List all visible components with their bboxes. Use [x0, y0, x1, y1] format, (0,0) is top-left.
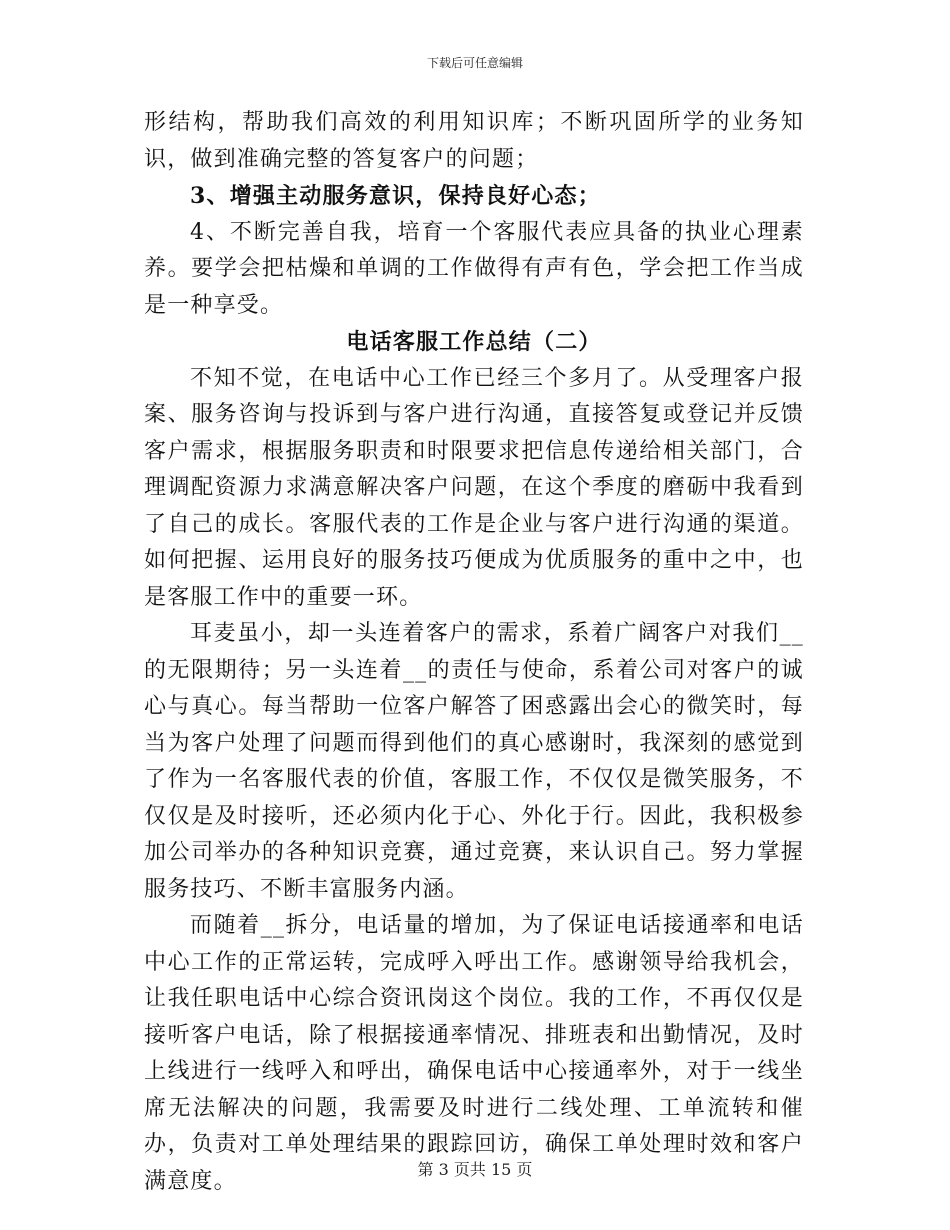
- list-item-3: 3、增强主动服务意识，保持良好心态；: [190, 183, 601, 209]
- paragraph-intro: 不知不觉，在电话中心工作已经三个多月了。从受理客户报案、服务咨询与投诉到与客户进行沟通，直接答复或登记并反馈客户需求，根据服务职责和时限要求把信息传递给相关部门，合理调配资源力求满意解决客户问题，在这个季度的磨砺中我看到了自己的成长。客服代表的工作是企业与客户进行沟通的渠道。如何把握、运用良好的服务技巧便成为优质服务的重中之中，也是客服工作中的重要一环。: [144, 365, 804, 610]
- document-body: [144, 105, 804, 1200]
- page-footer: 第 3 页共 15 页: [417, 1160, 533, 1179]
- paragraph-role: 而随着__拆分，电话量的增加，为了保证电话接通率和电话中心工作的正常运转，完成呼入呼出工作。感谢领导给我机会，让我任职电话中心综合资讯岗这个岗位。我的工作，不再仅仅是接听客户电话，除了根据接通率情况、排班表和出勤情况，及时上线进行一线呼入和呼出，确保电话中心接通率外，对于一线坐席无法解决的问题，我需要及时进行二线处理、工单流转和催办，负责对工单处理结果的跟踪回访，确保工单处理时效和客户满意度。: [144, 913, 804, 1194]
- section-title: 电话客服工作总结（二）: [346, 329, 602, 355]
- paragraph-continued: 形结构，帮助我们高效的利用知识库；不断巩固所学的业务知识，做到准确完整的答复客户的问题；: [144, 110, 804, 172]
- page-header: 下载后可任意编辑: [426, 56, 523, 70]
- list-item-4: 4、不断完善自我，培育一个客服代表应具备的执业心理素养。要学会把枯燥和单调的工作做得有声有色，学会把工作当成是一种享受。: [144, 219, 804, 318]
- paragraph-earphone: 耳麦虽小，却一头连着客户的需求，系着广阔客户对我们__的无限期待；另一头连着__的责任与使命，系着公司对客户的诚心与真心。每当帮助一位客户解答了困惑露出会心的微笑时，每当为客户处理了问题而得到他们的真心感谢时，我深刻的感觉到了作为一名客服代表的价值，客服工作，不仅仅是微笑服务，不仅仅是及时接听，还必须内化于心、外化于行。因此，我积极参加公司举办的各种知识竞赛，通过竞赛，来认识自己。努力掌握服务技巧、不断丰富服务内涵。: [144, 621, 804, 902]
